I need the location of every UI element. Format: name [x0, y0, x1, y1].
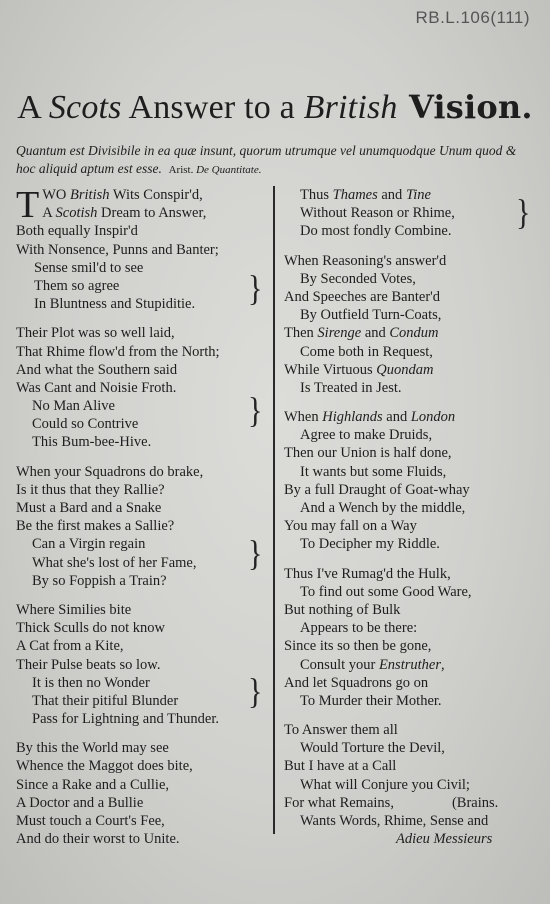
- verse-line: When Highlands and London: [284, 409, 456, 426]
- verse-line: By Outfield Turn-Coats,: [300, 307, 442, 324]
- verse-line: Thus I've Rumag'd the Hulk,: [284, 565, 451, 582]
- stanza: [16, 739, 268, 848]
- verse-line: Then Sirenge and Condum: [284, 325, 439, 342]
- verse-line: This Bum-bee-Hive.: [32, 434, 152, 451]
- verse-line: Whence the Maggot does bite,: [16, 758, 193, 775]
- stanza: [16, 601, 268, 728]
- verse-line: Can a Virgin regain: [32, 536, 146, 553]
- stanza: [284, 408, 542, 554]
- verse-line: With Nonsence, Punns and Banter;: [16, 241, 219, 258]
- verse-line: To find out some Good Ware,: [300, 583, 472, 600]
- verse-line: A Scotish Dream to Answer,: [42, 205, 207, 222]
- verse-line: Pass for Lightning and Thunder.: [32, 711, 220, 728]
- verse-line: Since a Rake and a Cullie,: [16, 776, 170, 793]
- stanza: [284, 252, 542, 398]
- verse-line: Was Cant and Noisie Froth.: [16, 379, 177, 396]
- verse-line: Do most fondly Combine.: [300, 223, 452, 240]
- verse-line: Sense smil'd to see: [34, 259, 144, 276]
- verse-line: That Rhime flow'd from the North;: [16, 343, 220, 360]
- verse-line: By this the World may see: [16, 740, 169, 757]
- verse-line: What she's lost of her Fame,: [32, 554, 197, 571]
- verse-line: You may fall on a Way: [284, 518, 417, 535]
- verse-line: While Virtuous Quondam: [284, 361, 434, 378]
- stanza: [284, 186, 542, 241]
- verse-line: And do their worst to Unite.: [16, 831, 180, 848]
- verse-line: Since its so then be gone,: [284, 638, 432, 655]
- poem-right-column: [284, 186, 542, 859]
- verse-line: And Speeches are Banter'd: [284, 288, 441, 305]
- verse-line: By so Foppish a Train?: [32, 572, 167, 589]
- verse-line: In Bluntness and Stupiditie.: [34, 296, 196, 313]
- verse-line: Be the first makes a Sallie?: [16, 518, 175, 535]
- verse-line: Agree to make Druids,: [300, 427, 433, 444]
- brace-ornament: }: [248, 671, 263, 712]
- verse-line: Is Treated in Jest.: [300, 379, 402, 396]
- column-rule: [273, 186, 275, 834]
- verse-line: To Murder their Mother.: [300, 692, 442, 709]
- verse-line: When your Squadrons do brake,: [16, 463, 204, 480]
- verse-line: Would Torture the Devil,: [300, 740, 445, 757]
- verse-line: It wants but some Fluids,: [300, 463, 447, 480]
- motto-citation: Arist. De Quantitate.: [168, 164, 262, 176]
- verse-line: And a Wench by the middle,: [300, 500, 466, 516]
- verse-line: Must touch a Court's Fee,: [16, 813, 165, 829]
- verse-line: And let Squadrons go on: [284, 674, 429, 691]
- verse-line: Thick Sculls do not know: [16, 620, 166, 637]
- poem-left-column: [16, 186, 268, 859]
- verse-line: Their Pulse beats so low.: [16, 656, 161, 673]
- verse-line: Them so agree: [34, 277, 120, 294]
- verse-line: And what the Southern said: [16, 361, 178, 378]
- verse-line: That their pitiful Blunder: [32, 692, 179, 709]
- drop-capital: T: [16, 184, 40, 226]
- verse-line: Consult your Enstruther,: [300, 656, 445, 673]
- verse-line: Their Plot was so well laid,: [16, 325, 175, 342]
- verse-line: Without Reason or Rhime,: [300, 205, 455, 222]
- verse-line: To Decipher my Riddle.: [300, 536, 440, 553]
- verse-line: To Answer them all: [284, 722, 398, 739]
- verse-line: Wants Words, Rhime, Sense and: [300, 813, 489, 829]
- verse-line: Come both in Request,: [300, 343, 433, 360]
- brace-ornament: }: [248, 390, 263, 431]
- verse-line: A Doctor and a Bullie: [16, 794, 144, 811]
- verse-line: For what Remains, (Brains.: [284, 794, 499, 811]
- stanza: [16, 186, 268, 313]
- brace-ornament: }: [248, 533, 263, 573]
- verse-line: Adieu Messieurs: [396, 831, 493, 848]
- verse-line: A Cat from a Kite,: [16, 638, 124, 655]
- verse-line: Appears to be there:: [300, 620, 418, 637]
- verse-line: But I have at a Call: [284, 758, 397, 775]
- stanza: [16, 463, 268, 590]
- verse-line: By a full Draught of Goat-whay: [284, 481, 470, 498]
- verse-line: Thus Thames and Tine: [300, 187, 431, 203]
- brace-ornament: }: [248, 268, 263, 309]
- verse-line: Could so Contrive: [32, 416, 139, 433]
- verse-line: Both equally Inspir'd: [16, 223, 138, 240]
- verse-line: When Reasoning's answer'd: [284, 252, 447, 269]
- stanza: [284, 565, 542, 711]
- verse-line: WO British Wits Conspir'd,: [42, 187, 203, 203]
- verse-line: Then our Union is half done,: [284, 445, 452, 462]
- verse-line: By Seconded Votes,: [300, 270, 416, 287]
- latin-motto: Quantum est Divisibile in ea quæ insunt, quorum utrumque vel unumquodque Unum quod & hoc aliquid aptum est esse. Arist. De Quantitate.: [16, 143, 517, 176]
- verse-line: It is then no Wonder: [32, 674, 150, 691]
- verse-line: Is it thus that they Rallie?: [16, 481, 165, 498]
- brace-ornament: }: [516, 192, 531, 233]
- verse-line: But nothing of Bulk: [284, 601, 401, 618]
- verse-line: Where Similies bite: [16, 601, 132, 618]
- shelfmark-annotation: RB.L.106(111): [415, 8, 530, 27]
- page-title: A Scots Answer to a British Vision.: [17, 88, 533, 126]
- verse-line: Must a Bard and a Snake: [16, 500, 162, 516]
- verse-line: No Man Alive: [32, 398, 115, 415]
- verse-line: What will Conjure you Civil;: [300, 776, 470, 793]
- stanza: [284, 721, 542, 848]
- stanza: [16, 324, 268, 451]
